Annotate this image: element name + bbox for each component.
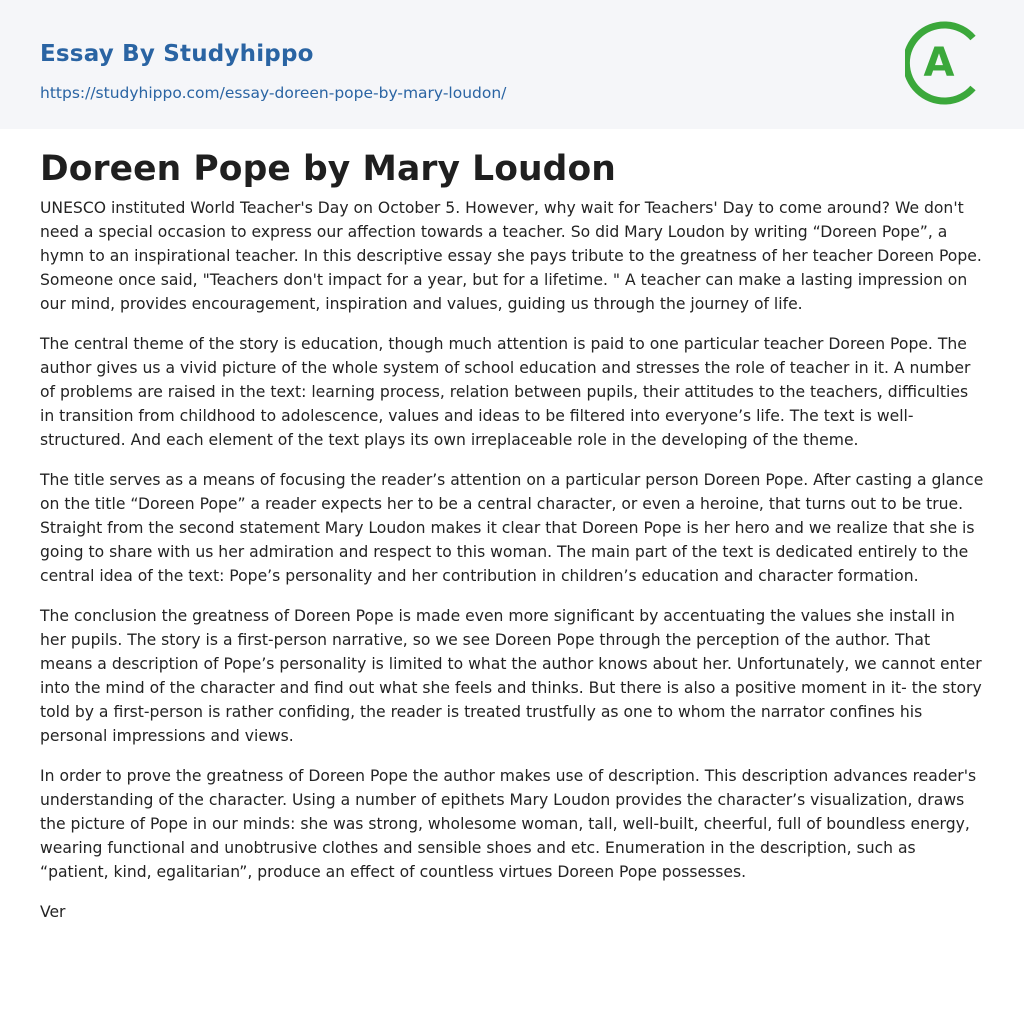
article-paragraph-6: Ver — [40, 903, 66, 921]
article-title: Doreen Pope by Mary Loudon — [40, 149, 616, 189]
site-header — [0, 0, 1024, 129]
logo-letter: A — [923, 40, 955, 86]
article-paragraph-2: The central theme of the story is education, though much attention is paid to one particular teacher Doreen Pope. The author gives us a vivid picture of the whole system of school education and stresses the role of teacher in it. A number of problems are raised in the text: learning process, relation between pupils, their attitudes to the teachers, difficulties in transition from childhood to adolescence, values and ideas to be filtered into everyone’s life. The text is well-structured. And each element of the text plays its own irreplaceable role in the developing of the theme. — [40, 335, 971, 449]
article-paragraph-1: UNESCO instituted World Teacher's Day on October 5. However, why wait for Teachers' Day to come around? We don't need a special occasion to express our affection towards a teacher. So did Mary Loudon by writing “Doreen Pope”, a hymn to an inspirational teacher. In this descriptive essay she pays tribute to the greatness of her teacher Doreen Pope. Someone once said, "Teachers don't impact for a year, but for a lifetime. " A teacher can make a lasting impression on our mind, provides encouragement, inspiration and values, guiding us through the journey of life. — [40, 199, 982, 313]
article — [0, 129, 1024, 924]
article-paragraph-4: The conclusion the greatness of Doreen Pope is made even more significant by accentuating the values she install in her pupils. The story is a first-person narrative, so we see Doreen Pope through the perception of the author. That means a description of Pope’s personality is limited to what the author knows about her. Unfortunately, we cannot enter into the mind of the character and find out what she feels and thinks. But there is also a positive moment in it- the story told by a first-person is rather confiding, the reader is treated trustfully as one to whom the narrator confines his personal impressions and views. — [40, 607, 982, 745]
article-paragraph-5: In order to prove the greatness of Doreen Pope the author makes use of description. This description advances reader's understanding of the character. Using a number of epithets Mary Loudon provides the character’s visualization, draws the picture of Pope in our minds: she was strong, wholesome woman, tall, well-built, cheerful, full of boundless energy, wearing functional and unobtrusive clothes and sensible shoes and etc. Enumeration in the description, such as “patient, kind, egalitarian”, produce an effect of countless virtues Doreen Pope possesses. — [40, 767, 977, 881]
studyhippo-logo-icon[interactable] — [905, 15, 993, 111]
essay-url-link[interactable]: https://studyhippo.com/essay-doreen-pope-by-mary-loudon/ — [40, 84, 507, 102]
site-brand[interactable]: Essay By Studyhippo — [40, 41, 314, 67]
article-paragraph-3: The title serves as a means of focusing the reader’s attention on a particular person Doreen Pope. After casting a glance on the title “Doreen Pope” a reader expects her to be a central character, or even a heroine, that turns out to be true. Straight from the second statement Mary Loudon makes it clear that Doreen Pope is her hero and we realize that she is going to share with us her admiration and respect to this woman. The main part of the text is dedicated entirely to the central idea of the text: Pope’s personality and her contribution in children’s education and character formation. — [40, 471, 984, 585]
